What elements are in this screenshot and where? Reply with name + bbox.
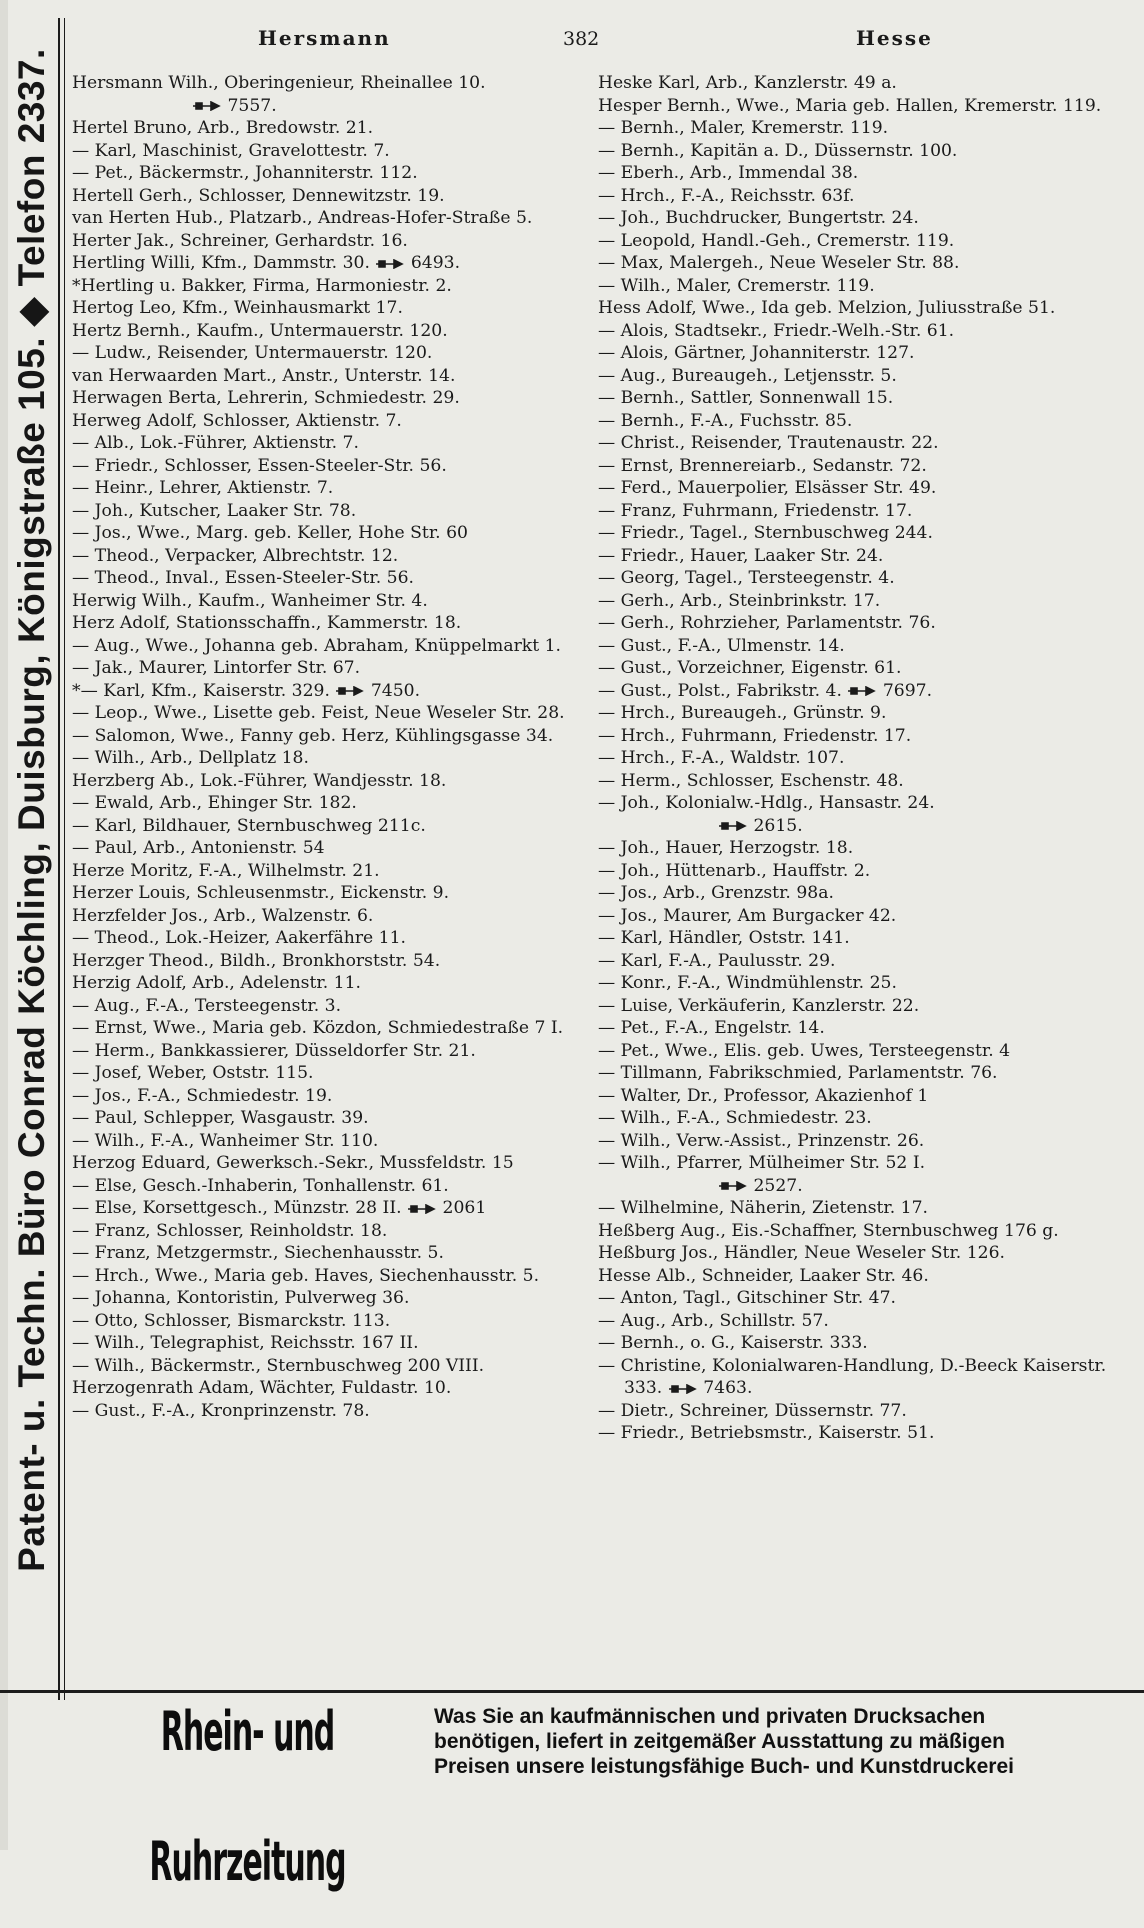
directory-entry: [598, 905, 1128, 928]
directory-entry: [72, 365, 572, 388]
directory-entry: [72, 455, 572, 478]
directory-entry: [72, 590, 572, 613]
directory-entry: [598, 815, 1128, 838]
directory-entry: [72, 297, 572, 320]
directory-entry: [598, 207, 1128, 230]
directory-entry: [72, 342, 572, 365]
entry-text: — Friedr., Schlosser, Essen-Steeler-Str. 56.: [72, 455, 447, 476]
directory-entry: [72, 1310, 572, 1333]
entry-text: Hertz Bernh., Kaufm., Untermauerstr. 120.: [72, 320, 448, 341]
directory-entry: [598, 477, 1128, 500]
directory-entry: [72, 1400, 572, 1423]
directory-entry: [72, 410, 572, 433]
directory-entry: [598, 1220, 1128, 1243]
directory-entry: [72, 1197, 572, 1220]
directory-entry: [598, 455, 1128, 478]
directory-entry: [598, 117, 1128, 140]
directory-entry: [598, 927, 1128, 950]
directory-entry: [598, 702, 1128, 725]
directory-entry: [598, 432, 1128, 455]
entry-text: Herzogenrath Adam, Wächter, Fuldastr. 10.: [72, 1378, 452, 1398]
directory-entry: [72, 1377, 572, 1400]
entry-text: Herz Adolf, Stationsschaffn., Kammerstr. 18.: [72, 613, 462, 633]
entry-text: — Hrch., F.-A., Reichsstr. 63f.: [598, 185, 855, 206]
directory-entry: [72, 995, 572, 1018]
footer-advert: [62, 1694, 1144, 1895]
right-column: [598, 72, 1128, 1445]
entry-text: Hertel Bruno, Arb., Bredowstr. 21.: [72, 118, 374, 138]
directory-entry: [598, 590, 1128, 613]
telephone-icon: [718, 1181, 748, 1191]
directory-entry: [72, 882, 572, 905]
telephone-icon: [847, 686, 877, 696]
directory-entry: [598, 680, 1128, 703]
entry-text: — Herm., Schlosser, Eschenstr. 48.: [598, 770, 904, 791]
directory-entry: [72, 747, 572, 770]
phone-number: 2615.: [748, 815, 803, 836]
entry-text: Hess Adolf, Wwe., Ida geb. Melzion, Juliusstraße 51.: [598, 298, 1056, 318]
directory-entry: [598, 635, 1128, 658]
sidebar-rule-inner: [64, 18, 65, 1700]
left-column: [72, 72, 572, 1422]
directory-entry: [72, 522, 572, 545]
entry-text: Herwagen Berta, Lehrerin, Schmiedestr. 29.: [72, 388, 460, 408]
directory-entry: [598, 320, 1128, 343]
entry-text: — Alb., Lok.-Führer, Aktienstr. 7.: [72, 433, 359, 453]
directory-entry: [598, 410, 1128, 433]
directory-entry: [598, 747, 1128, 770]
directory-entry: [72, 1265, 572, 1288]
entry-text: — Johanna, Kontoristin, Pulverweg 36.: [72, 1288, 410, 1308]
directory-entry: [72, 680, 572, 703]
directory-entry: [72, 1062, 572, 1085]
entry-text: — Jos., Wwe., Marg. geb. Keller, Hohe Str. 60: [72, 523, 468, 543]
entry-text: Herze Moritz, F.-A., Wilhelmstr. 21.: [72, 860, 380, 881]
entry-text: — Eberh., Arb., Immendal 38.: [598, 163, 859, 183]
entry-text: — Joh., Buchdrucker, Bungertstr. 24.: [598, 208, 919, 228]
telephone-icon: [718, 821, 748, 831]
entry-text: — Wilh., F.-A., Wanheimer Str. 110.: [72, 1130, 379, 1151]
entry-text: — Gust., Vorzeichner, Eigenstr. 61.: [598, 658, 902, 678]
entry-text: — Bernh., o. G., Kaiserstr. 333.: [598, 1333, 868, 1353]
entry-text: — Max, Malergeh., Neue Weseler Str. 88.: [598, 253, 960, 273]
entry-text: — Herm., Bankkassierer, Düsseldorfer Str. 21.: [72, 1040, 476, 1061]
header-left-name: Hersmann: [258, 26, 391, 50]
entry-text: — Bernh., Maler, Kremerstr. 119.: [598, 118, 889, 138]
directory-entry: [72, 320, 572, 343]
entry-text: — Paul, Schlepper, Wasgaustr. 39.: [72, 1108, 369, 1128]
directory-entry: [598, 882, 1128, 905]
entry-text: — Ernst, Wwe., Maria geb. Közdon, Schmiedestraße 7 I.: [72, 1018, 564, 1038]
directory-entry: [598, 1107, 1128, 1130]
entry-text: — Walter, Dr., Professor, Akazienhof 1: [598, 1085, 929, 1106]
entry-text: — Gust., Polst., Fabrikstr. 4.: [598, 680, 842, 701]
directory-entry: [598, 365, 1128, 388]
entry-text: — Konr., F.-A., Windmühlenstr. 25.: [598, 973, 897, 993]
directory-entry: [72, 117, 572, 140]
directory-entry: [598, 185, 1128, 208]
directory-entry: [72, 230, 572, 253]
directory-entry: [598, 1355, 1128, 1400]
phone-number: 2061: [437, 1198, 487, 1218]
entry-text: — Georg, Tagel., Tersteegenstr. 4.: [598, 568, 895, 588]
entry-text: — Franz, Schlosser, Reinholdstr. 18.: [72, 1220, 388, 1241]
directory-entry: [598, 1175, 1128, 1198]
entry-text: — Wilh., F.-A., Schmiedestr. 23.: [598, 1108, 872, 1128]
directory-entry: [598, 995, 1128, 1018]
entry-text: — Friedr., Tagel., Sternbuschweg 244.: [598, 523, 933, 543]
directory-entry: [598, 72, 1128, 95]
entry-text: — Jos., F.-A., Schmiedestr. 19.: [72, 1085, 333, 1106]
entry-text: — Bernh., Kapitän a. D., Düssernstr. 100.: [598, 140, 958, 161]
advert-line-2: benötigen, liefert in zeitgemäßer Ausstattung zu mäßigen: [434, 1730, 1005, 1753]
entry-text: — Dietr., Schreiner, Düssernstr. 77.: [598, 1400, 907, 1421]
entry-text: — Otto, Schlosser, Bismarckstr. 113.: [72, 1310, 391, 1331]
directory-entry: [598, 1152, 1128, 1175]
directory-entry: [598, 140, 1128, 163]
directory-entry: [72, 815, 572, 838]
entry-text: — Hrch., F.-A., Waldstr. 107.: [598, 748, 845, 768]
telephone-icon: [407, 1204, 437, 1214]
entry-text: — Alois, Stadtsekr., Friedr.-Welh.-Str. 61.: [598, 320, 955, 341]
entry-text: Herzberg Ab., Lok.-Führer, Wandjesstr. 18.: [72, 770, 447, 791]
entry-text: — Leopold, Handl.-Geh., Cremerstr. 119.: [598, 230, 955, 251]
phone-number: 7463.: [697, 1378, 753, 1398]
directory-entry: [72, 1107, 572, 1130]
entry-text: — Luise, Verkäuferin, Kanzlerstr. 22.: [598, 995, 920, 1016]
directory-entry: [72, 1175, 572, 1198]
entry-text: — Heinr., Lehrer, Aktienstr. 7.: [72, 478, 334, 498]
directory-entry: [598, 792, 1128, 815]
entry-text: — Pet., F.-A., Engelstr. 14.: [598, 1018, 825, 1038]
directory-entry: [598, 612, 1128, 635]
directory-entry: [598, 1400, 1128, 1423]
directory-entry: [72, 1287, 572, 1310]
entry-text: — Theod., Inval., Essen-Steeler-Str. 56.: [72, 568, 415, 588]
entry-text: — Joh., Hauer, Herzogstr. 18.: [598, 838, 854, 858]
phone-number: 7450.: [365, 680, 421, 701]
directory-entry: [598, 1040, 1128, 1063]
entry-text: — Karl, Bildhauer, Sternbuschweg 211c.: [72, 815, 426, 836]
directory-entry: [598, 162, 1128, 185]
entry-text: Hersmann Wilh., Oberingenieur, Rheinallee 10.: [72, 73, 486, 93]
entry-text: — Ludw., Reisender, Untermauerstr. 120.: [72, 343, 433, 363]
directory-entry: [72, 140, 572, 163]
entry-text: — Else, Korsettgesch., Münzstr. 28 II.: [72, 1198, 402, 1218]
entry-text: Herzfelder Jos., Arb., Walzenstr. 6.: [72, 905, 374, 926]
directory-entry: [598, 387, 1128, 410]
entry-text: — Wilh., Arb., Dellplatz 18.: [72, 748, 309, 768]
entry-text: — Karl, Händler, Oststr. 141.: [598, 928, 850, 948]
entry-text: — Jos., Maurer, Am Burgacker 42.: [598, 905, 897, 926]
advert-text: [434, 1704, 1144, 1779]
entry-text: — Friedr., Betriebsmstr., Kaiserstr. 51.: [598, 1423, 935, 1443]
entry-text: Herweg Adolf, Schlosser, Aktienstr. 7.: [72, 410, 402, 431]
entry-text: — Josef, Weber, Oststr. 115.: [72, 1063, 314, 1083]
telephone-icon: [668, 1384, 698, 1394]
entry-text: — Karl, F.-A., Paulusstr. 29.: [598, 950, 836, 971]
directory-entry: [72, 1017, 572, 1040]
directory-entry: [598, 275, 1128, 298]
entry-text: Hertling Willi, Kfm., Dammstr. 30.: [72, 253, 370, 273]
directory-entry: [72, 252, 572, 275]
directory-entry: [72, 1242, 572, 1265]
entry-text: — Christ., Reisender, Trautenaustr. 22.: [598, 433, 939, 453]
directory-entry: [72, 657, 572, 680]
entry-text: — Aug., Arb., Schillstr. 57.: [598, 1310, 829, 1331]
directory-entry: [72, 837, 572, 860]
entry-text: — Hrch., Fuhrmann, Friedenstr. 17.: [598, 725, 912, 746]
directory-entry: [598, 1265, 1128, 1288]
advert-line-3: Preisen unsere leistungsfähige Buch- und Kunstdruckerei: [434, 1755, 1014, 1778]
directory-entry: [598, 1017, 1128, 1040]
entry-text: — Jak., Maurer, Lintorfer Str. 67.: [72, 658, 361, 678]
entry-text: — Franz, Fuhrmann, Friedenstr. 17.: [598, 500, 913, 521]
entry-text: *Hertling u. Bakker, Firma, Harmoniestr. 2.: [72, 275, 452, 296]
directory-entry: [598, 1197, 1128, 1220]
directory-entry: [72, 612, 572, 635]
page-number: 382: [563, 28, 600, 50]
entry-text: — Paul, Arb., Antonienstr. 54: [72, 838, 325, 858]
directory-entry: [72, 702, 572, 725]
entry-text: — Ferd., Mauerpolier, Elsässer Str. 49.: [598, 478, 937, 498]
directory-entry: [72, 635, 572, 658]
entry-text: *— Karl, Kfm., Kaiserstr. 329.: [72, 680, 330, 701]
entry-text: Herzog Eduard, Gewerksch.-Sekr., Mussfeldstr. 15: [72, 1153, 514, 1173]
directory-entry: [72, 927, 572, 950]
phone-number: 6493.: [405, 253, 461, 273]
directory-entry: [72, 162, 572, 185]
entry-text: — Aug., Wwe., Johanna geb. Abraham, Knüppelmarkt 1.: [72, 635, 561, 656]
directory-entry: [598, 950, 1128, 973]
sidebar-advert-text: Patent- u. Techn. Büro Conrad Köchling, Duisburg, Königstraße 105. ◆ Telefon 2337.: [10, 48, 52, 1572]
directory-entry: [72, 1085, 572, 1108]
entry-text: Hertell Gerh., Schlosser, Dennewitzstr. 19.: [72, 185, 445, 206]
entry-text: — Wilh., Bäckermstr., Sternbuschweg 200 VIII.: [72, 1355, 485, 1376]
entry-text: — Bernh., Sattler, Sonnenwall 15.: [598, 388, 894, 408]
telephone-icon: [375, 259, 405, 269]
page-header: [78, 22, 1118, 60]
directory-entry: [598, 972, 1128, 995]
directory-entry: [72, 432, 572, 455]
entry-text: Herter Jak., Schreiner, Gerhardstr. 16.: [72, 230, 408, 251]
entry-text: Hesper Bernh., Wwe., Maria geb. Hallen, Kremerstr. 119.: [598, 95, 1102, 116]
entry-text: — Wilh., Telegraphist, Reichsstr. 167 II.: [72, 1333, 419, 1353]
directory-entry: [598, 567, 1128, 590]
entry-text: — Leop., Wwe., Lisette geb. Feist, Neue Weseler Str. 28.: [72, 703, 565, 723]
entry-text: — Joh., Kutscher, Laaker Str. 78.: [72, 500, 357, 521]
entry-text: — Pet., Wwe., Elis. geb. Uwes, Tersteegenstr. 4: [598, 1040, 1011, 1061]
directory-entry: [598, 837, 1128, 860]
entry-text: Hesse Alb., Schneider, Laaker Str. 46.: [598, 1265, 929, 1286]
entry-text: — Anton, Tagl., Gitschiner Str. 47.: [598, 1288, 896, 1308]
entry-text: — Hrch., Bureaugeh., Grünstr. 9.: [598, 703, 887, 723]
entry-text: — Salomon, Wwe., Fanny geb. Herz, Kühlingsgasse 34.: [72, 725, 554, 746]
entry-text: — Christine, Kolonialwaren-Handlung, D.-Beeck Kaiserstr. 333.: [598, 1355, 1107, 1398]
directory-entry: [598, 230, 1128, 253]
entry-text: — Karl, Maschinist, Gravelottestr. 7.: [72, 140, 390, 161]
entry-text: van Herwaarden Mart., Anstr., Unterstr. 14.: [72, 365, 456, 386]
entry-text: — Theod., Lok.-Heizer, Aakerfähre 11.: [72, 928, 407, 948]
directory-entry: [72, 792, 572, 815]
directory-entry: [72, 185, 572, 208]
entry-text: Herzer Louis, Schleusenmstr., Eickenstr. 9.: [72, 883, 450, 903]
directory-entry: [72, 500, 572, 523]
entry-text: — Jos., Arb., Grenzstr. 98a.: [598, 883, 834, 903]
directory-entry: [598, 1130, 1128, 1153]
entry-text: Hertog Leo, Kfm., Weinhausmarkt 17.: [72, 298, 403, 318]
phone-number: 7557.: [222, 95, 277, 116]
entry-text: Heske Karl, Arb., Kanzlerstr. 49 a.: [598, 73, 897, 93]
entry-text: — Bernh., F.-A., Fuchsstr. 85.: [598, 410, 853, 431]
entry-text: — Theod., Verpacker, Albrechtstr. 12.: [72, 545, 399, 566]
directory-entry: [72, 567, 572, 590]
phone-number: 7697.: [877, 680, 933, 701]
directory-entry: [72, 1332, 572, 1355]
directory-entry: [598, 252, 1128, 275]
sidebar-advert: [0, 20, 62, 1600]
entry-text: — Gerh., Rohrzieher, Parlamentstr. 76.: [598, 613, 936, 633]
directory-entry: [598, 1422, 1128, 1445]
entry-text: — Aug., Bureaugeh., Letjensstr. 5.: [598, 365, 897, 386]
directory-entry: [72, 1040, 572, 1063]
entry-text: Herwig Wilh., Kaufm., Wanheimer Str. 4.: [72, 590, 428, 611]
directory-entry: [72, 477, 572, 500]
directory-entry: [598, 860, 1128, 883]
directory-entry: [72, 545, 572, 568]
directory-entry: [72, 905, 572, 928]
entry-text: — Friedr., Hauer, Laaker Str. 24.: [598, 545, 884, 566]
directory-entry: [72, 1355, 572, 1378]
directory-entry: [72, 207, 572, 230]
entry-text: — Hrch., Wwe., Maria geb. Haves, Siechenhausstr. 5.: [72, 1265, 540, 1286]
directory-entry: [72, 275, 572, 298]
telephone-icon: [192, 101, 222, 111]
advert-line-1: Was Sie an kaufmännischen und privaten Drucksachen: [434, 1705, 986, 1728]
directory-entry: [598, 95, 1128, 118]
entry-text: — Else, Gesch.-Inhaberin, Tonhallenstr. 61.: [72, 1175, 449, 1196]
newspaper-title: Rhein- und Ruhrzeitung: [149, 1701, 346, 1895]
entry-text: — Gust., F.-A., Kronprinzenstr. 78.: [72, 1400, 370, 1421]
entry-text: — Ernst, Brennereiarb., Sedanstr. 72.: [598, 455, 927, 476]
entry-text: — Wilh., Pfarrer, Mülheimer Str. 52 I.: [598, 1153, 926, 1173]
directory-entry: [598, 770, 1128, 793]
directory-entry: [72, 770, 572, 793]
directory-entry: [598, 1242, 1128, 1265]
directory-entry: [598, 1062, 1128, 1085]
directory-entry: [598, 657, 1128, 680]
entry-text: — Joh., Hüttenarb., Hauffstr. 2.: [598, 860, 871, 881]
entry-text: — Gust., F.-A., Ulmenstr. 14.: [598, 635, 845, 656]
entry-text: — Wilh., Maler, Cremerstr. 119.: [598, 275, 875, 296]
directory-entry: [72, 1220, 572, 1243]
entry-text: — Pet., Bäckermstr., Johanniterstr. 112.: [72, 163, 418, 183]
directory-entry: [598, 1310, 1128, 1333]
entry-text: — Wilhelmine, Näherin, Zietenstr. 17.: [598, 1198, 929, 1218]
entry-text: — Alois, Gärtner, Johanniterstr. 127.: [598, 343, 915, 363]
directory-entry: [72, 95, 572, 118]
directory-entry: [598, 725, 1128, 748]
entry-text: Herzger Theod., Bildh., Bronkhorststr. 54.: [72, 950, 441, 971]
entry-text: Heßberg Aug., Eis.-Schaffner, Sternbuschweg 176 g.: [598, 1220, 1059, 1241]
entry-text: — Gerh., Arb., Steinbrinkstr. 17.: [598, 590, 881, 611]
entry-text: — Ewald, Arb., Ehinger Str. 182.: [72, 793, 357, 813]
directory-entry: [72, 860, 572, 883]
sidebar-rule-outer: [58, 18, 60, 1700]
entry-text: Heßburg Jos., Händler, Neue Weseler Str. 126.: [598, 1243, 1005, 1263]
entry-text: — Tillmann, Fabrikschmied, Parlamentstr. 76.: [598, 1063, 998, 1083]
directory-entry: [598, 297, 1128, 320]
directory-entry: [598, 1332, 1128, 1355]
directory-entry: [72, 725, 572, 748]
directory-entry: [72, 972, 572, 995]
directory-entry: [598, 545, 1128, 568]
header-right-name: Hesse: [856, 26, 933, 50]
phone-number: 2527.: [748, 1175, 803, 1196]
directory-entry: [72, 1130, 572, 1153]
directory-entry: [598, 342, 1128, 365]
directory-entry: [598, 522, 1128, 545]
directory-entry: [72, 950, 572, 973]
directory-entry: [72, 1152, 572, 1175]
entry-text: — Joh., Kolonialw.-Hdlg., Hansastr. 24.: [598, 793, 935, 813]
directory-entry: [598, 1287, 1128, 1310]
directory-entry: [72, 387, 572, 410]
entry-text: — Franz, Metzgermstr., Siechenhausstr. 5.: [72, 1243, 444, 1263]
directory-entry: [72, 72, 572, 95]
entry-text: — Aug., F.-A., Tersteegenstr. 3.: [72, 995, 342, 1016]
entry-text: — Wilh., Verw.-Assist., Prinzenstr. 26.: [598, 1130, 925, 1151]
directory-entry: [598, 500, 1128, 523]
entry-text: Herzig Adolf, Arb., Adelenstr. 11.: [72, 973, 361, 993]
entry-text: van Herten Hub., Platzarb., Andreas-Hofer-Straße 5.: [72, 208, 533, 228]
telephone-icon: [335, 686, 365, 696]
directory-entry: [598, 1085, 1128, 1108]
